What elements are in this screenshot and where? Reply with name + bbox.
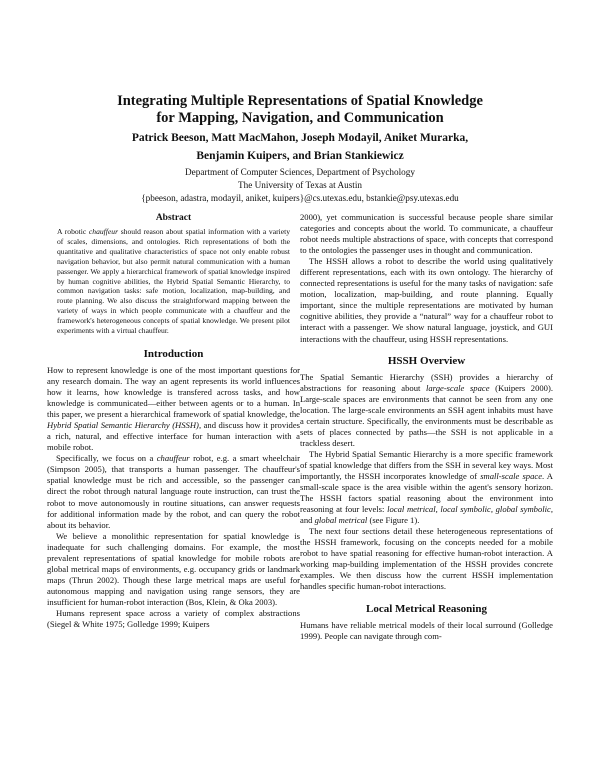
- affiliation-line-1: Department of Computer Sciences, Department of Psychology: [185, 167, 415, 177]
- intro-paragraph-3: We believe a monolithic representation for spatial knowledge is inadequate for such challenging domains. For example, the most prevalent representations of spatial knowledge for mobile robots are global metrical maps of environments, e.g. occupancy grids or landmark maps (Thrun 2002). Though these large metrical maps are useful for autonomous mapping and navigation using range sensors, they are insufficient for human-robot interaction (Bos, Klein, & Oka 2003).: [47, 530, 300, 607]
- affiliation-emails: {pbeeson, adastra, modayil, aniket, kuipers}@cs.utexas.edu, bstankie@psy.utexas.edu: [141, 193, 459, 203]
- abstract: [47, 227, 300, 336]
- left-column: [47, 212, 300, 630]
- right-column: [300, 212, 553, 642]
- author-list: [40, 129, 560, 165]
- overview-paragraph-2: The Hybrid Spatial Semantic Hierarchy is a more specific framework of spatial knowledge that differs from the SSH in several key ways. Most importantly, the HSSH incorporates knowledge of small-scale space. A small-scale space is the area visible within the agent's sensory horizon. The HSSH factors spatial reasoning about the environment into reasoning at four levels: local metrical, local symbolic, global symbolic, and global metrical (see Figure 1).: [300, 448, 554, 526]
- intro-paragraph-2: Specifically, we focus on a chauffeur robot, e.g. a smart wheelchair (Simpson 2005), that transports a human passenger. The chauffeur's spatial knowledge must be rich and accessible, so the passenger can direct the robot through natural language route instruction, can trust the robot to move autonomously in routine situations, can answer requests for additional information made by the robot, and can query the robot about its behavior.: [47, 453, 300, 530]
- intro-continued-paragraph: 2000), yet communication is successful because people share similar categories and concepts about the world. To communicate, a chauffeur robot needs multiple abstractions of space, with concepts that correspond to the ontologies the passenger uses in thought and communication.: [300, 212, 553, 256]
- paper-title: [40, 93, 560, 127]
- hssh-overview-heading: HSSH Overview: [387, 354, 466, 367]
- authors-line-1: Patrick Beeson, Matt MacMahon, Joseph Modayil, Aniket Murarka,: [131, 132, 469, 144]
- affiliation-line-2: The University of Texas at Austin: [238, 180, 362, 190]
- authors-line-2: Benjamin Kuipers, and Brian Stankiewicz: [196, 150, 404, 162]
- title-line-1: Integrating Multiple Representations of Spatial Knowledge: [117, 93, 483, 109]
- local-metrical-paragraph: Humans have reliable metrical models of their local surround (Golledge 1999). People can navigate through com-: [300, 619, 553, 641]
- abstract-text: A robotic chauffeur should reason about spatial information with a variety of scales, dimensions, and ontologies. Rich representations of both the quantitative and qualitative characteristics of space not only enable robust navigation behavior, but also permit natural communication with a human passenger. We apply a hierarchical framework of spatial knowledge inspired by human cognitive abilities, the Hybrid Spatial Semantic Hierarchy, to common navigation tasks: safe motion, localization, map-building, and route planning. We also discuss the straightforward mapping between the variety of ways in which people communicate with a chauffeur and the framework's heterogeneous concepts of spatial knowledge. We present pilot experiments with a virtual chauffeur.: [57, 227, 290, 336]
- introduction-heading: Introduction: [143, 347, 204, 360]
- overview-paragraph-1: The Spatial Semantic Hierarchy (SSH) provides a hierarchy of abstractions for reasoning about large-scale space (Kuipers 2000). Large-scale spaces are environments that cannot be seen from any one location. The large-scale environments an SSH agent inhabits must have a certain structure. Specifically, the environments must be describable as sets of places connected by paths—the SSH is not applicable in a trackless desert.: [300, 371, 553, 448]
- local-metrical-heading: Local Metrical Reasoning: [366, 602, 487, 615]
- intro-paragraph-4: Humans represent space across a variety of complex abstractions (Siegel & White 1975; Golledge 1999; Kuipers: [47, 608, 300, 630]
- hssh-intro-paragraph: The HSSH allows a robot to describe the world using qualitatively different representations, each with its own ontology. The hierarchy of connected representations is useful for the many tasks of navigation: safe motion, localization, map-building, and route planning. Equally important, since the multiple representations are motivated by human cognitive abilities, they provide a “natural” way for a chauffeur robot to interact with a passenger. We show natural language, joystick, and GUI interactions with the chauffeur, using HSSH representations.: [300, 256, 553, 344]
- affiliation: [40, 166, 560, 205]
- intro-paragraph-1: How to represent knowledge is one of the most important questions for any research domain. The way an agent represents its world influences how it learns, how knowledge is transfered across tasks, and how knowledge is communicated—either between agents or to a human. In this paper, we present a hierarchical framework of spatial knowledge, the Hybrid Spatial Semantic Hierarchy (HSSH), and discuss how it provides a rich, natural, and effective interface for human interaction with a mobile robot.: [47, 364, 300, 453]
- overview-paragraph-3: The next four sections detail these heterogeneous representations of the HSSH framework, focusing on the concepts needed for a mobile robot to have spatial reasoning for effective human-robot interaction. A working map-building implementation of the HSSH provides concrete examples. We then discuss how the current HSSH implementation handles specific human-robot interactions.: [300, 526, 553, 592]
- abstract-heading: Abstract: [155, 213, 192, 223]
- title-line-2: for Mapping, Navigation, and Communication: [156, 110, 444, 126]
